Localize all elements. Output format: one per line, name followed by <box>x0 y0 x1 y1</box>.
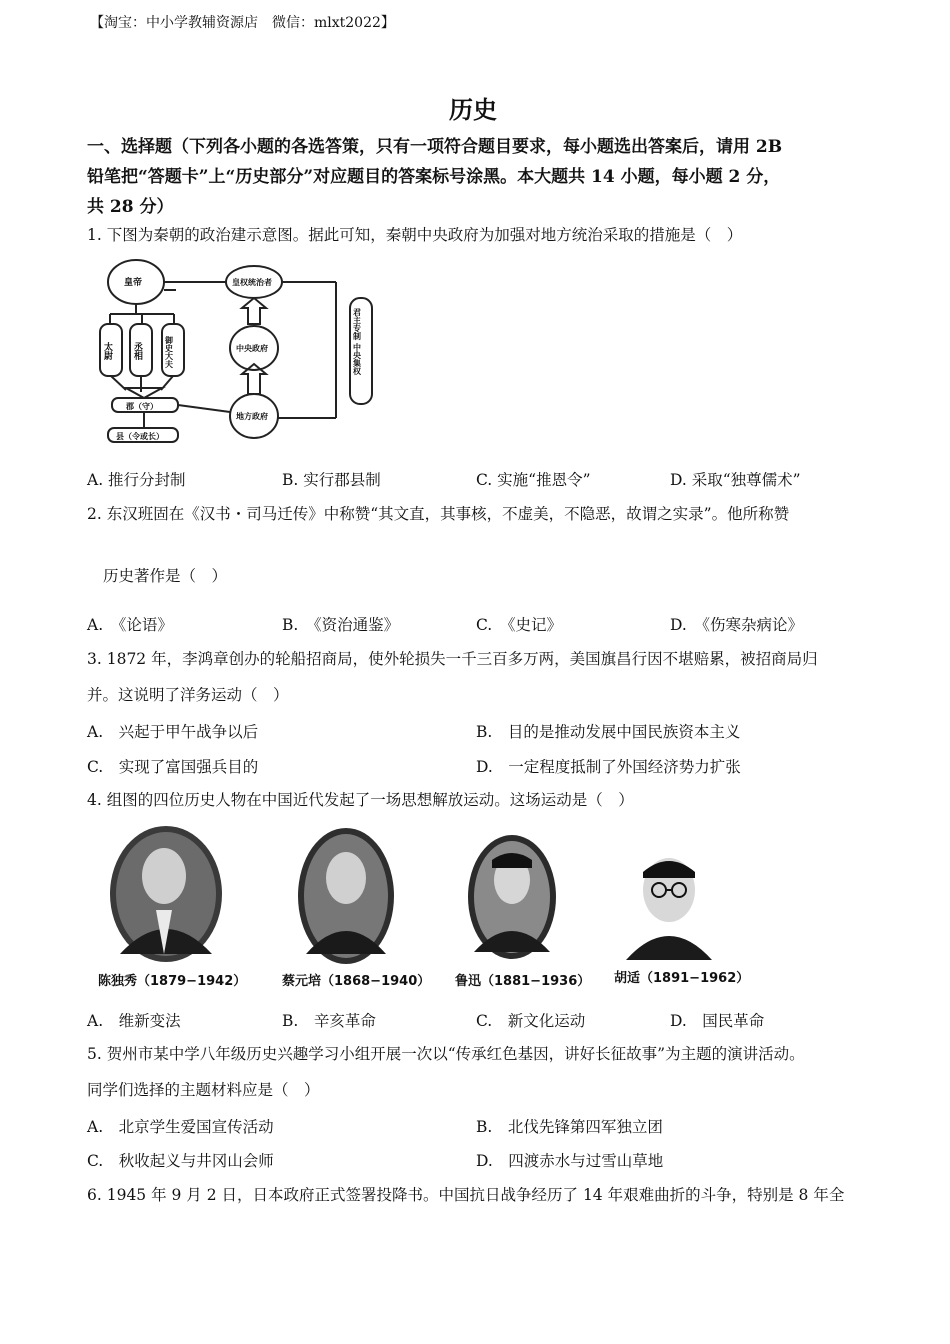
diagram-emperor-label: 皇帝 <box>124 278 143 288</box>
q5-option-d[interactable]: D. 四渡赤水与过雪山草地 <box>476 1152 664 1170</box>
diagram-box-2: 丞相 <box>132 342 142 360</box>
portrait-hu-shi <box>622 832 716 962</box>
question-5-stem-line2: 同学们选择的主题材料应是（ ） <box>87 1081 320 1099</box>
question-6-stem: 6. 1945 年 9 月 2 日，日本政府正式签署投降书。中国抗日战争经历了 14 年艰难曲折的斗争，特别是 8 年全 <box>87 1186 845 1204</box>
q1-option-b[interactable]: B. 实行郡县制 <box>282 471 381 489</box>
diagram-local: 地方政府 <box>236 412 268 421</box>
portrait-chen-duxiu <box>106 824 226 964</box>
q1-option-a[interactable]: A. 推行分封制 <box>87 471 186 489</box>
q1-option-c[interactable]: C. 实施“推恩令” <box>476 471 591 489</box>
portrait-lu-xun <box>466 832 558 962</box>
qin-political-diagram <box>96 252 386 450</box>
caption-cai-yuanpei: 蔡元培（1868−1940） <box>282 974 431 989</box>
diagram-commune: 郡（守） <box>126 402 158 411</box>
portrait-cai-yuanpei <box>296 826 396 966</box>
q2-option-d[interactable]: D. 《伤寒杂病论》 <box>670 616 804 634</box>
diagram-box-3: 御史大夫 <box>164 336 174 368</box>
diagram-central: 中央政府 <box>236 344 268 353</box>
section-heading-line2: 铅笔把“答题卡”上“历史部分”对应题目的答案标号涂黑。本大题共 14 小题，每小题 2 分， <box>87 167 781 187</box>
question-3-stem-line1: 3. 1872 年，李鸿章创办的轮船招商局，使外轮损失一千三百多万两，美国旗昌行因不堪赔累，被招商局归 <box>87 650 818 668</box>
question-2-stem-line2: 历史著作是（ ） <box>103 567 228 585</box>
section-heading-line3: 共 28 分） <box>87 197 174 217</box>
question-2-stem-line1: 2. 东汉班固在《汉书・司马迁传》中称赞“其文直，其事核，不虚美，不隐恶，故谓之实录”。他所称赞 <box>87 505 790 523</box>
q4-option-a[interactable]: A. 维新变法 <box>87 1012 181 1030</box>
diagram-right-top: 皇权统治者 <box>232 278 272 287</box>
q3-option-b[interactable]: B. 目的是推动发展中国民族资本主义 <box>476 723 741 741</box>
q4-option-d[interactable]: D. 国民革命 <box>670 1012 765 1030</box>
source-header: 【淘宝：中小学教辅资源店 微信：mlxt2022】 <box>90 15 395 31</box>
diagram-county: 县（令或长） <box>116 432 164 441</box>
q4-option-b[interactable]: B. 辛亥革命 <box>282 1012 376 1030</box>
q3-option-a[interactable]: A. 兴起于甲午战争以后 <box>87 723 259 741</box>
q3-option-d[interactable]: D. 一定程度抵制了外国经济势力扩张 <box>476 758 741 776</box>
q3-option-c[interactable]: C. 实现了富国强兵目的 <box>87 758 259 776</box>
caption-chen-duxiu: 陈独秀（1879−1942） <box>98 974 247 989</box>
caption-hu-shi: 胡适（1891−1962） <box>614 971 750 986</box>
q5-option-c[interactable]: C. 秋收起义与井冈山会师 <box>87 1152 274 1170</box>
q2-option-a[interactable]: A. 《论语》 <box>87 616 173 634</box>
question-4-stem: 4. 组图的四位历史人物在中国近代发起了一场思想解放运动。这场运动是（ ） <box>87 791 634 809</box>
diagram-box-1: 太尉 <box>102 342 112 360</box>
section-heading-line1: 一、选择题（下列各小题的各选答策，只有一项符合题目要求，每小题选出答案后，请用 2B <box>87 137 783 157</box>
caption-lu-xun: 鲁迅（1881−1936） <box>455 974 591 989</box>
q4-option-c[interactable]: C. 新文化运动 <box>476 1012 586 1030</box>
q2-option-c[interactable]: C. 《史记》 <box>476 616 562 634</box>
question-1-stem: 1. 下图为秦朝的政治建示意图。据此可知，秦朝中央政府为加强对地方统治采取的措施是（ ） <box>87 226 743 244</box>
question-3-stem-line2: 并。这说明了洋务运动（ ） <box>87 686 289 704</box>
q5-option-b[interactable]: B. 北伐先锋第四军独立团 <box>476 1118 663 1136</box>
diagram-side: 君主专制 中央集权 <box>352 308 362 375</box>
page-title: 历史 <box>449 95 497 124</box>
q2-option-b[interactable]: B. 《资治通鉴》 <box>282 616 400 634</box>
question-5-stem-line1: 5. 贺州市某中学八年级历史兴趣学习小组开展一次以“传承红色基因，讲好长征故事”为主题的演讲活动。 <box>87 1045 805 1063</box>
q5-option-a[interactable]: A. 北京学生爱国宣传活动 <box>87 1118 274 1136</box>
q1-option-d[interactable]: D. 采取“独尊儒术” <box>670 471 801 489</box>
